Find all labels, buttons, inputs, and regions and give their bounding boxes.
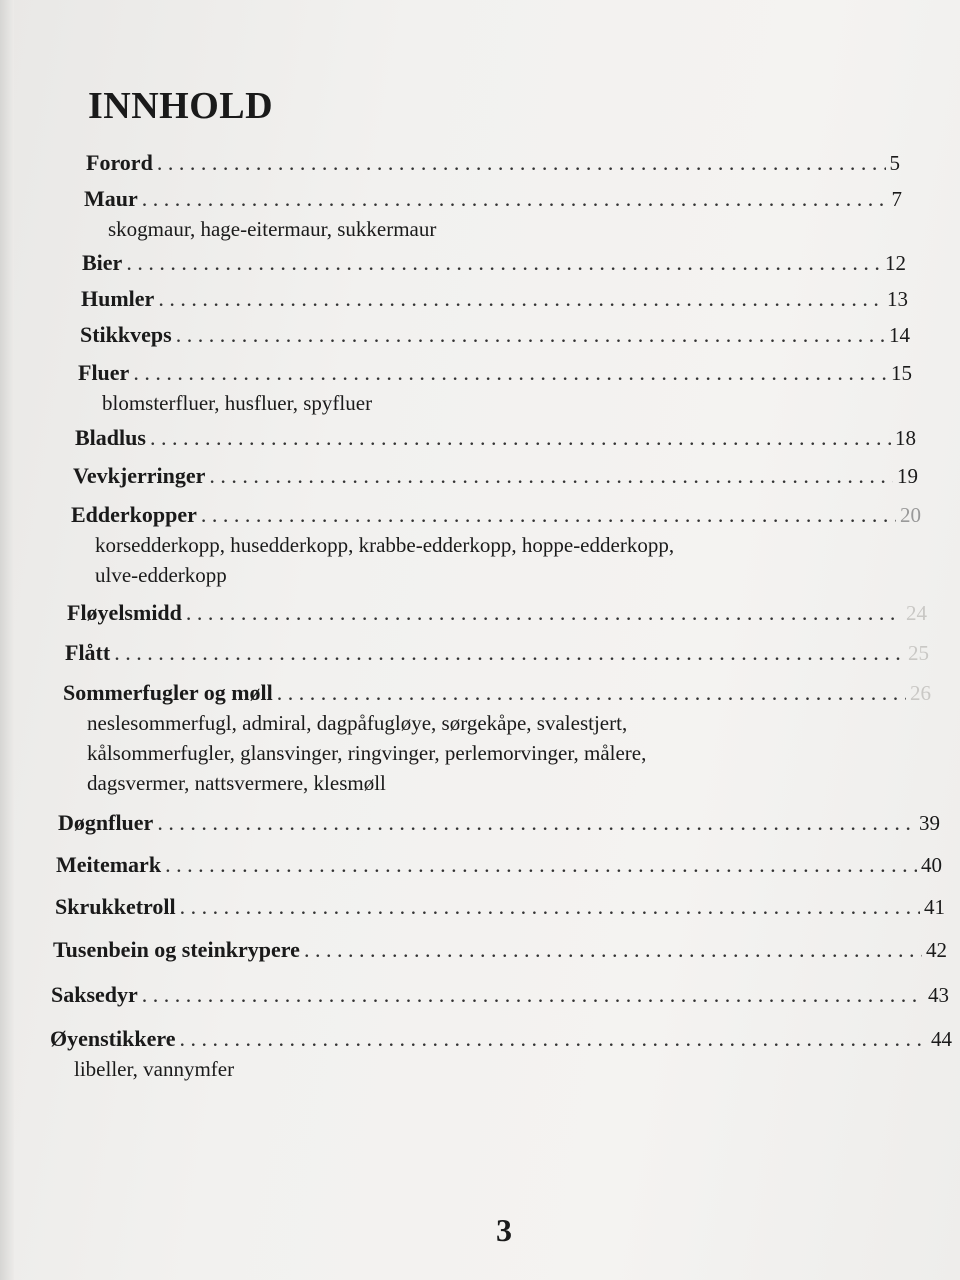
toc-entry-page: 5 bbox=[889, 151, 900, 175]
leader-dots bbox=[180, 894, 920, 920]
leader-dots bbox=[176, 322, 885, 348]
toc-entry-forord bbox=[86, 150, 900, 176]
subtopic-line: neslesommerfugl, admiral, dagpåfugløye, sørgekåpe, svalestjert, bbox=[87, 711, 628, 735]
toc-entry-page: 44 bbox=[931, 1027, 952, 1051]
toc-entry-floyelsmidd bbox=[67, 600, 927, 626]
toc-entry-title: Skrukketroll bbox=[55, 894, 176, 919]
toc-entry-subtopics bbox=[71, 530, 921, 590]
toc-entry-oyenstikkere bbox=[50, 1026, 952, 1084]
toc-entry-title: Tusenbein og steinkrypere bbox=[53, 937, 300, 962]
toc-entry-page: 42 bbox=[926, 938, 947, 962]
leader-dots bbox=[165, 852, 917, 878]
toc-entry-title: Bier bbox=[82, 250, 123, 275]
toc-entry-title: Meitemark bbox=[56, 852, 162, 877]
toc-entry-subtopics bbox=[50, 1054, 952, 1084]
toc-entry-page: 14 bbox=[889, 323, 910, 347]
toc-entry-title: Øyenstikkere bbox=[50, 1026, 176, 1051]
toc-entry-page: 20 bbox=[900, 503, 921, 527]
toc-entry-humler bbox=[81, 286, 908, 312]
toc-entry-title: Sommerfugler og møll bbox=[63, 680, 273, 705]
toc-entry-subtopics bbox=[63, 708, 931, 798]
leader-dots bbox=[142, 186, 888, 212]
toc-entry-title: Maur bbox=[84, 186, 138, 211]
toc-entry-page: 13 bbox=[887, 287, 908, 311]
toc-entry-vevkjerringer bbox=[73, 463, 918, 489]
page-edge-shadow bbox=[0, 0, 14, 1280]
toc-entry-saksedyr bbox=[51, 982, 949, 1008]
toc-entry-title: Fløyelsmidd bbox=[67, 600, 182, 625]
leader-dots bbox=[133, 360, 887, 386]
subtopic-line: dagsvermer, nattsvermere, klesmøll bbox=[87, 771, 386, 795]
toc-entry-page: 25 bbox=[908, 641, 929, 665]
toc-entry-page: 15 bbox=[891, 361, 912, 385]
subtopic-line: skogmaur, hage-eitermaur, sukkermaur bbox=[108, 217, 437, 241]
toc-entry-title: Bladlus bbox=[75, 425, 146, 450]
leader-dots bbox=[157, 150, 886, 176]
leader-dots bbox=[186, 600, 902, 626]
leader-dots bbox=[126, 250, 881, 276]
toc-entry-page: 43 bbox=[928, 983, 949, 1007]
toc-entry-page: 24 bbox=[906, 601, 927, 625]
subtopic-line: libeller, vannymfer bbox=[74, 1057, 235, 1081]
toc-entry-page: 12 bbox=[885, 251, 906, 275]
toc-entry-bladlus bbox=[75, 425, 916, 451]
leader-dots bbox=[150, 425, 891, 451]
toc-entry-title: Saksedyr bbox=[51, 982, 138, 1007]
leader-dots bbox=[114, 640, 904, 666]
leader-dots bbox=[201, 502, 896, 528]
toc-entry-flatt bbox=[65, 640, 929, 666]
toc-entry-fluer bbox=[78, 360, 912, 418]
toc-entry-bier bbox=[82, 250, 906, 276]
toc-entry-page: 39 bbox=[919, 811, 940, 835]
leader-dots bbox=[304, 937, 922, 963]
subtopic-line: ulve-edderkopp bbox=[95, 563, 227, 587]
toc-entry-skrukketroll bbox=[55, 894, 945, 920]
subtopic-line: blomsterfluer, husfluer, spyfluer bbox=[102, 391, 373, 415]
toc-entry-title: Vevkjerringer bbox=[73, 463, 206, 488]
toc-entry-sommerfugler bbox=[63, 680, 931, 798]
toc-entry-stikkveps bbox=[80, 322, 910, 348]
toc-entry-page: 18 bbox=[895, 426, 916, 450]
toc-entry-dognfluer bbox=[58, 810, 940, 836]
toc-entry-subtopics bbox=[78, 388, 912, 418]
leader-dots bbox=[157, 810, 915, 836]
page-number: 3 bbox=[496, 1212, 512, 1248]
toc-entry-tusenbein bbox=[53, 937, 947, 963]
toc-entry-title: Forord bbox=[86, 150, 153, 175]
toc-entry-meitemark bbox=[56, 852, 942, 878]
toc-entry-maur bbox=[84, 186, 902, 244]
toc-entry-page: 7 bbox=[891, 187, 902, 211]
toc-entry-subtopics bbox=[84, 214, 902, 244]
toc-entry-page: 19 bbox=[897, 464, 918, 488]
leader-dots bbox=[179, 1026, 927, 1052]
toc-entry-title: Edderkopper bbox=[71, 502, 197, 527]
subtopic-line: kålsommerfugler, glansvinger, ringvinger, perlemorvinger, målere, bbox=[87, 741, 647, 765]
toc-entry-page: 41 bbox=[924, 895, 945, 919]
toc-entry-title: Fluer bbox=[78, 360, 130, 385]
leader-dots bbox=[142, 982, 924, 1008]
leader-dots bbox=[277, 680, 906, 706]
toc-entry-edderkopper bbox=[71, 502, 921, 590]
leader-dots bbox=[209, 463, 893, 489]
toc-entry-page: 40 bbox=[921, 853, 942, 877]
leader-dots bbox=[158, 286, 883, 312]
toc-entry-title: Døgnfluer bbox=[58, 810, 154, 835]
toc-entry-title: Flått bbox=[65, 640, 111, 665]
toc-entry-title: Humler bbox=[81, 286, 155, 311]
toc-entry-title: Stikkveps bbox=[80, 322, 172, 347]
subtopic-line: korsedderkopp, husedderkopp, krabbe-edderkopp, hoppe-edderkopp, bbox=[95, 533, 675, 557]
toc-heading: INNHOLD bbox=[88, 85, 274, 127]
toc-entry-page: 26 bbox=[910, 681, 931, 705]
